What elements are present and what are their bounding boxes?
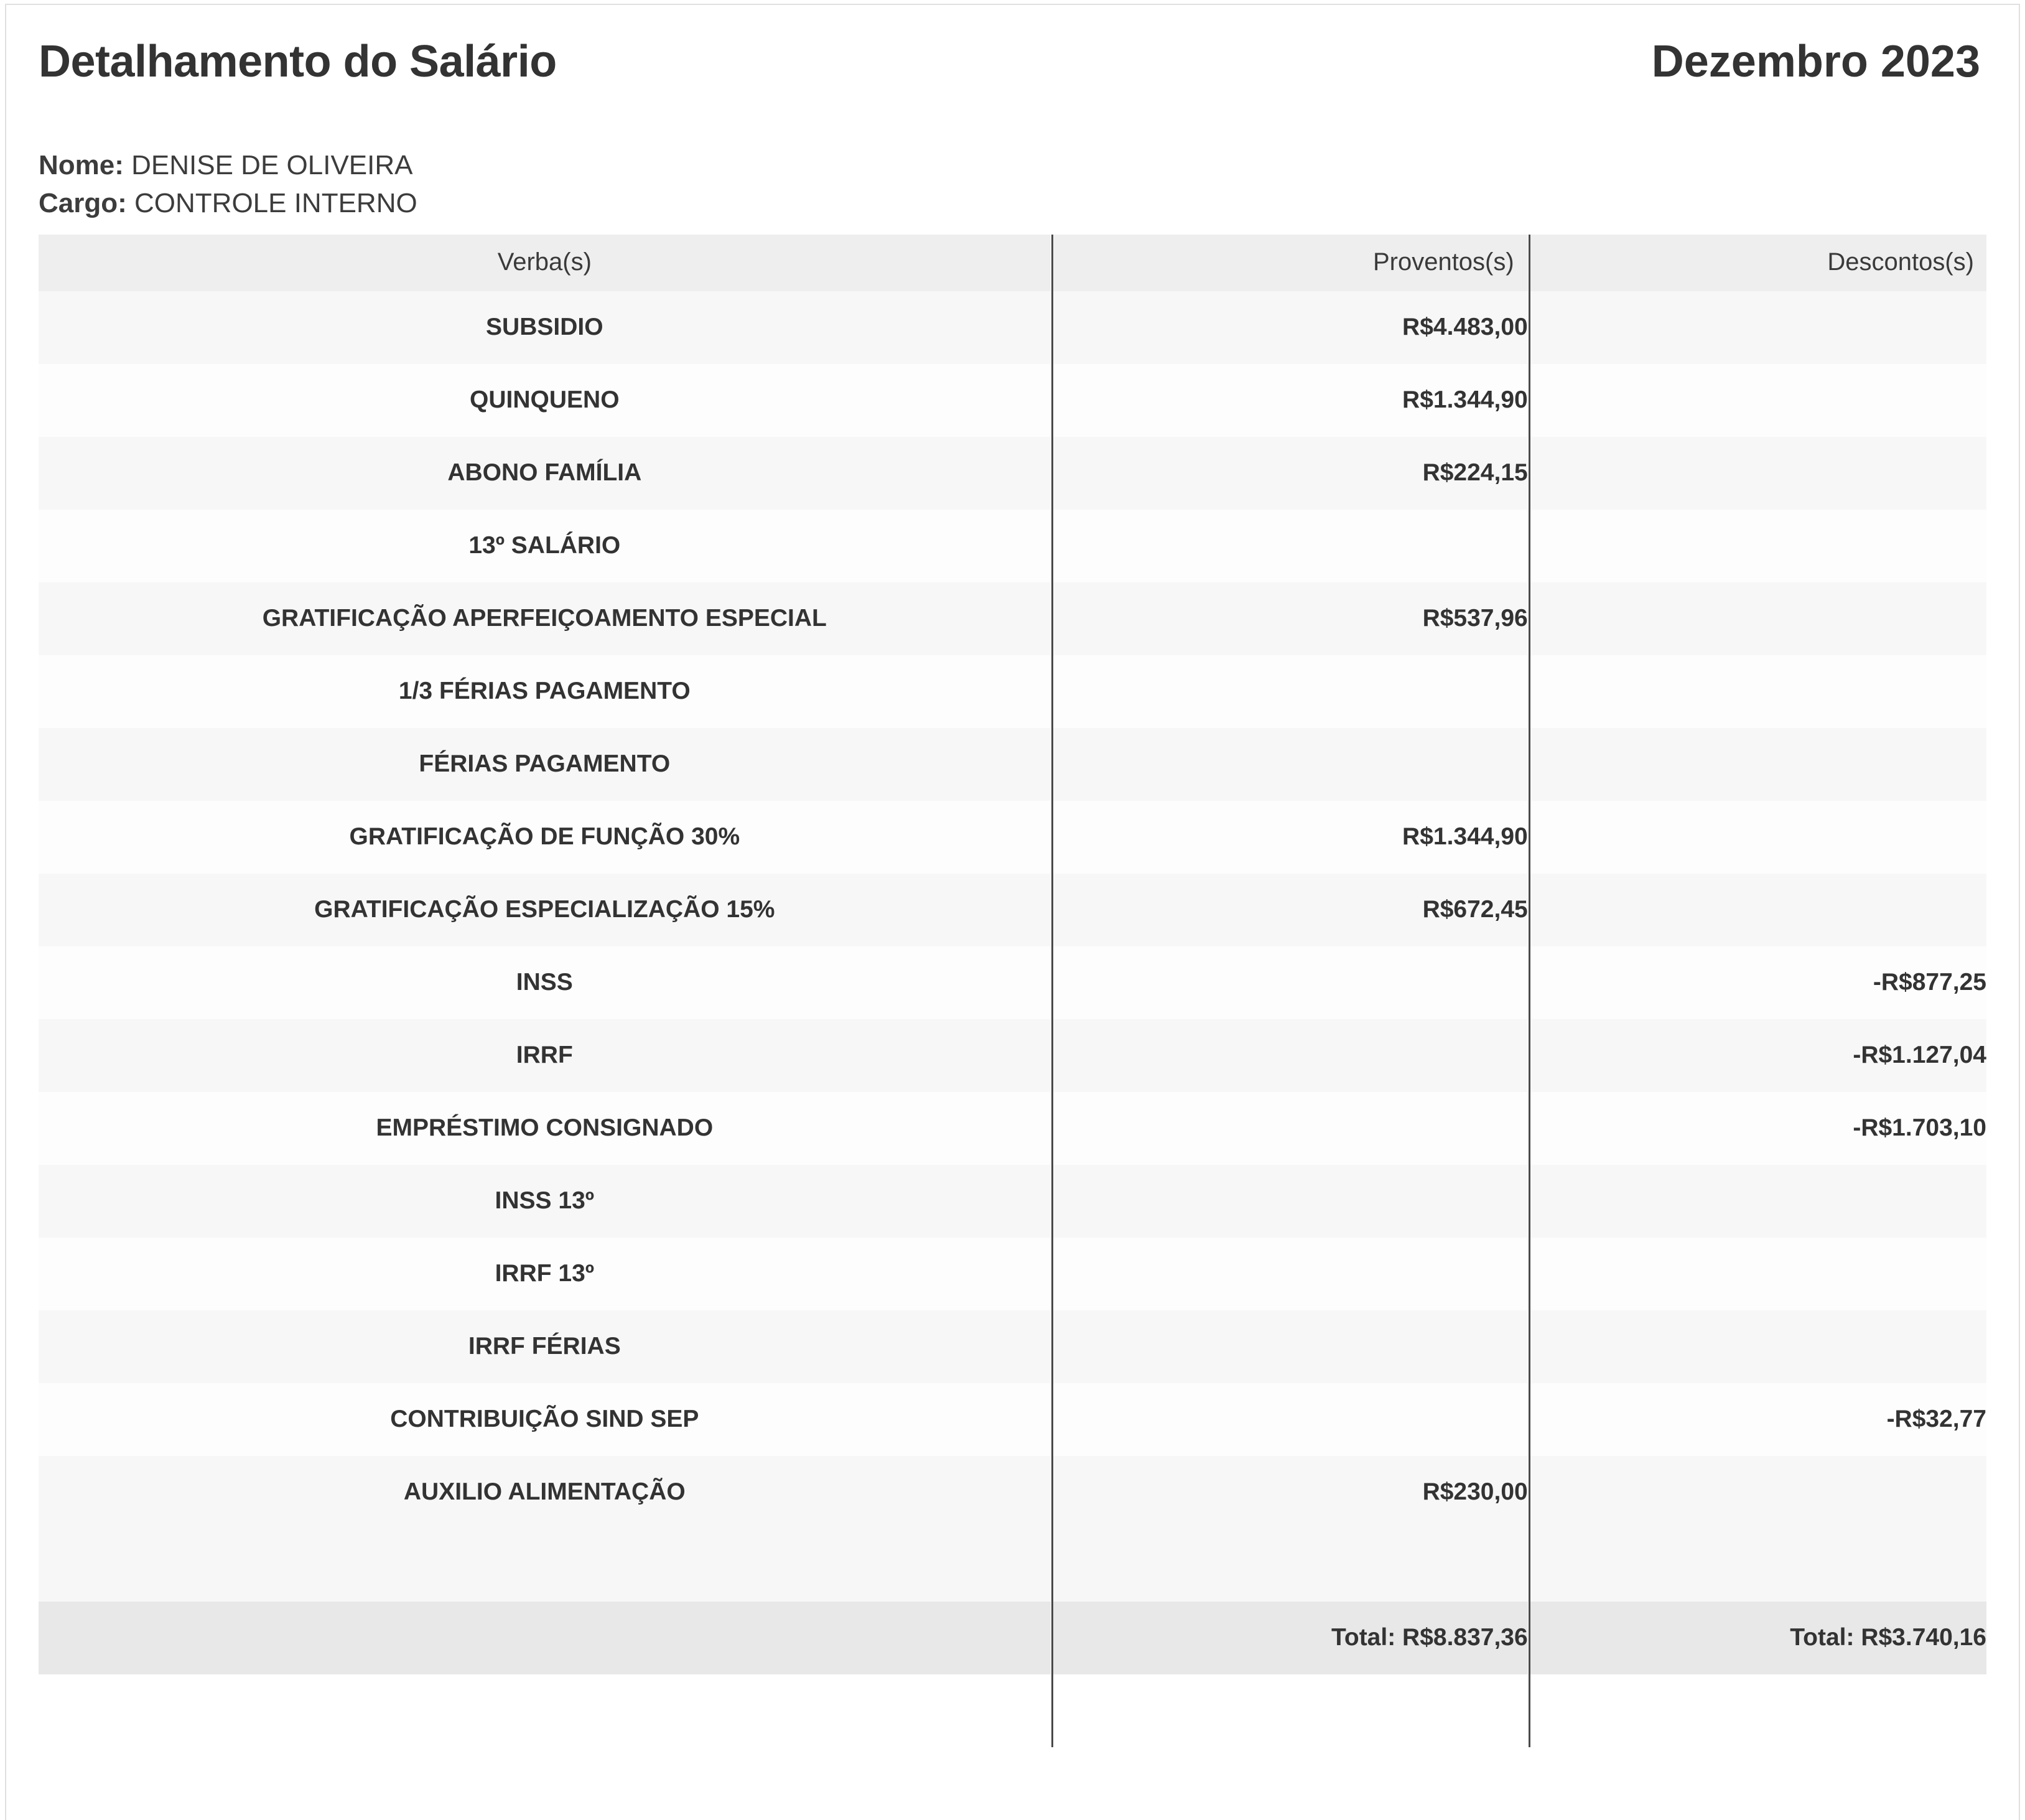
cell-descontos bbox=[1529, 291, 1986, 364]
table-row bbox=[39, 510, 1986, 582]
employee-role-label: Cargo: bbox=[39, 187, 127, 218]
table-row bbox=[39, 364, 1986, 437]
table-row bbox=[39, 1456, 1986, 1529]
cell-descontos bbox=[1529, 437, 1986, 510]
cell-verba: INSS bbox=[39, 946, 1051, 1019]
cell-verba: INSS 13º bbox=[39, 1165, 1051, 1238]
cell-proventos bbox=[1051, 1310, 1529, 1383]
cell-proventos bbox=[1051, 1092, 1529, 1165]
cell-proventos bbox=[1051, 1019, 1529, 1092]
cell-verba bbox=[39, 1529, 1051, 1602]
total-descontos: Total: R$3.740,16 bbox=[1529, 1602, 1986, 1674]
table-header bbox=[39, 235, 1986, 291]
cell-verba: AUXILIO ALIMENTAÇÃO bbox=[39, 1456, 1051, 1529]
cell-descontos bbox=[1529, 1529, 1986, 1602]
table-row bbox=[39, 582, 1986, 655]
cell-descontos bbox=[1529, 582, 1986, 655]
table-totals-row bbox=[39, 1602, 1986, 1674]
table-body bbox=[39, 291, 1986, 1747]
tail-cell-verba bbox=[39, 1674, 1051, 1747]
cell-verba: EMPRÉSTIMO CONSIGNADO bbox=[39, 1092, 1051, 1165]
cell-descontos bbox=[1529, 728, 1986, 801]
employee-name-label: Nome: bbox=[39, 150, 124, 180]
cell-proventos: R$230,00 bbox=[1051, 1456, 1529, 1529]
cell-verba: IRRF bbox=[39, 1019, 1051, 1092]
column-header-proventos: Proventos(s) bbox=[1051, 235, 1529, 291]
cell-proventos: R$1.344,90 bbox=[1051, 364, 1529, 437]
cell-descontos bbox=[1529, 1165, 1986, 1238]
table-row bbox=[39, 291, 1986, 364]
cell-proventos bbox=[1051, 728, 1529, 801]
cell-verba: FÉRIAS PAGAMENTO bbox=[39, 728, 1051, 801]
cell-verba: 13º SALÁRIO bbox=[39, 510, 1051, 582]
cell-proventos bbox=[1051, 1238, 1529, 1310]
cell-descontos bbox=[1529, 1238, 1986, 1310]
table-row bbox=[39, 1092, 1986, 1165]
table-row bbox=[39, 1165, 1986, 1238]
employee-name-row bbox=[39, 149, 1986, 182]
cell-proventos bbox=[1051, 510, 1529, 582]
cell-verba: GRATIFICAÇÃO ESPECIALIZAÇÃO 15% bbox=[39, 874, 1051, 946]
cell-verba: GRATIFICAÇÃO APERFEIÇOAMENTO ESPECIAL bbox=[39, 582, 1051, 655]
cell-proventos bbox=[1051, 655, 1529, 728]
cell-descontos: -R$32,77 bbox=[1529, 1383, 1986, 1456]
cell-verba: SUBSIDIO bbox=[39, 291, 1051, 364]
table-header-row bbox=[39, 235, 1986, 291]
employee-name-value: DENISE DE OLIVEIRA bbox=[131, 150, 413, 180]
cell-proventos bbox=[1051, 1165, 1529, 1238]
cell-verba: ABONO FAMÍLIA bbox=[39, 437, 1051, 510]
table-row bbox=[39, 801, 1986, 874]
cell-verba: IRRF FÉRIAS bbox=[39, 1310, 1051, 1383]
cell-descontos bbox=[1529, 510, 1986, 582]
page-title: Detalhamento do Salário bbox=[39, 37, 557, 86]
table-row bbox=[39, 655, 1986, 728]
page-header bbox=[39, 0, 1986, 87]
cell-proventos: R$1.344,90 bbox=[1051, 801, 1529, 874]
cell-verba: IRRF 13º bbox=[39, 1238, 1051, 1310]
table-row bbox=[39, 728, 1986, 801]
cell-descontos bbox=[1529, 364, 1986, 437]
cell-descontos bbox=[1529, 874, 1986, 946]
cell-verba: QUINQUENO bbox=[39, 364, 1051, 437]
cell-descontos bbox=[1529, 1456, 1986, 1529]
cell-proventos: R$537,96 bbox=[1051, 582, 1529, 655]
cell-verba: 1/3 FÉRIAS PAGAMENTO bbox=[39, 655, 1051, 728]
tail-cell-descontos bbox=[1529, 1674, 1986, 1747]
employee-info bbox=[39, 149, 1986, 220]
column-divider-right bbox=[1529, 235, 1530, 1747]
employee-role-row bbox=[39, 187, 1986, 220]
cell-proventos: R$672,45 bbox=[1051, 874, 1529, 946]
cell-proventos bbox=[1051, 946, 1529, 1019]
cell-verba: CONTRIBUIÇÃO SIND SEP bbox=[39, 1383, 1051, 1456]
table-row bbox=[39, 1310, 1986, 1383]
cell-descontos: -R$877,25 bbox=[1529, 946, 1986, 1019]
table-spacer-row bbox=[39, 1529, 1986, 1602]
table-row bbox=[39, 437, 1986, 510]
table-row bbox=[39, 874, 1986, 946]
cell-proventos bbox=[1051, 1529, 1529, 1602]
period-label: Dezembro 2023 bbox=[1651, 37, 1980, 86]
employee-role-value: CONTROLE INTERNO bbox=[134, 187, 417, 218]
cell-verba: GRATIFICAÇÃO DE FUNÇÃO 30% bbox=[39, 801, 1051, 874]
column-header-verba: Verba(s) bbox=[39, 235, 1051, 291]
table-row bbox=[39, 1383, 1986, 1456]
payslip-table bbox=[39, 235, 1986, 1747]
total-proventos: Total: R$8.837,36 bbox=[1051, 1602, 1529, 1674]
table-tail-row bbox=[39, 1674, 1986, 1747]
tail-cell-proventos bbox=[1051, 1674, 1529, 1747]
cell-descontos: -R$1.127,04 bbox=[1529, 1019, 1986, 1092]
table-row bbox=[39, 1238, 1986, 1310]
cell-descontos: -R$1.703,10 bbox=[1529, 1092, 1986, 1165]
cell-descontos bbox=[1529, 655, 1986, 728]
cell-proventos: R$224,15 bbox=[1051, 437, 1529, 510]
cell-proventos: R$4.483,00 bbox=[1051, 291, 1529, 364]
cell-descontos bbox=[1529, 801, 1986, 874]
cell-descontos bbox=[1529, 1310, 1986, 1383]
table-row bbox=[39, 946, 1986, 1019]
cell-proventos bbox=[1051, 1383, 1529, 1456]
table-row bbox=[39, 1019, 1986, 1092]
column-header-descontos: Descontos(s) bbox=[1529, 235, 1986, 291]
payslip-table-wrap bbox=[39, 235, 1986, 1747]
column-divider-left bbox=[1051, 235, 1053, 1747]
totals-empty-cell bbox=[39, 1602, 1051, 1674]
